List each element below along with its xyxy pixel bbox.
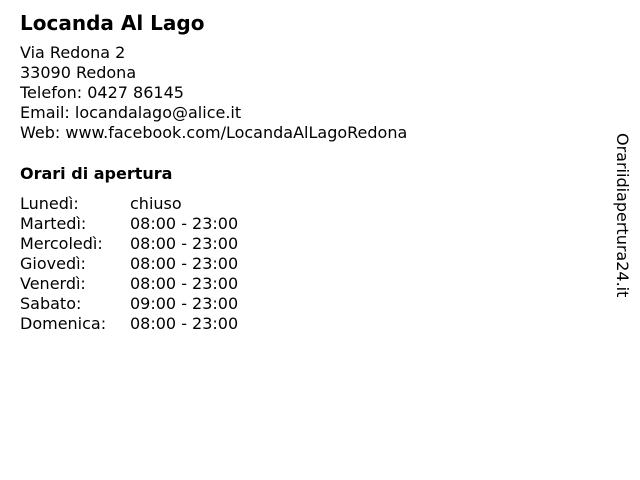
hours-value: 08:00 - 23:00	[130, 234, 239, 253]
opening-hours-table	[20, 194, 238, 334]
email-address: Email: locandalago@alice.it	[20, 103, 242, 122]
address-city: 33090 Redona	[20, 63, 137, 82]
hours-value: 08:00 - 23:00	[130, 214, 239, 233]
day-label: Domenica:	[20, 314, 107, 333]
hours-row-friday	[20, 274, 238, 294]
day-label: Venerdì:	[20, 274, 86, 293]
business-name: Locanda Al Lago	[20, 11, 205, 35]
phone-number: Telefon: 0427 86145	[20, 83, 184, 102]
hours-row-monday	[20, 194, 238, 214]
hours-value: 08:00 - 23:00	[130, 254, 239, 273]
opening-hours-heading: Orari di apertura	[20, 164, 173, 183]
day-label: Mercoledì:	[20, 234, 103, 253]
contact-info	[20, 43, 407, 143]
hours-value: 09:00 - 23:00	[130, 294, 239, 313]
day-label: Sabato:	[20, 294, 82, 313]
hours-value: 08:00 - 23:00	[130, 274, 239, 293]
day-label: Lunedì:	[20, 194, 79, 213]
hours-value: chiuso	[130, 194, 182, 213]
watermark-text: Orariidiapertura24.it	[613, 133, 632, 298]
website: Web: www.facebook.com/LocandaAlLagoRedona	[20, 123, 408, 142]
day-label: Giovedì:	[20, 254, 86, 273]
hours-row-wednesday	[20, 234, 238, 254]
hours-row-sunday	[20, 314, 238, 334]
day-label: Martedì:	[20, 214, 87, 233]
hours-value: 08:00 - 23:00	[130, 314, 239, 333]
hours-row-saturday	[20, 294, 238, 314]
hours-row-thursday	[20, 254, 238, 274]
address-street: Via Redona 2	[20, 43, 126, 62]
hours-row-tuesday	[20, 214, 238, 234]
